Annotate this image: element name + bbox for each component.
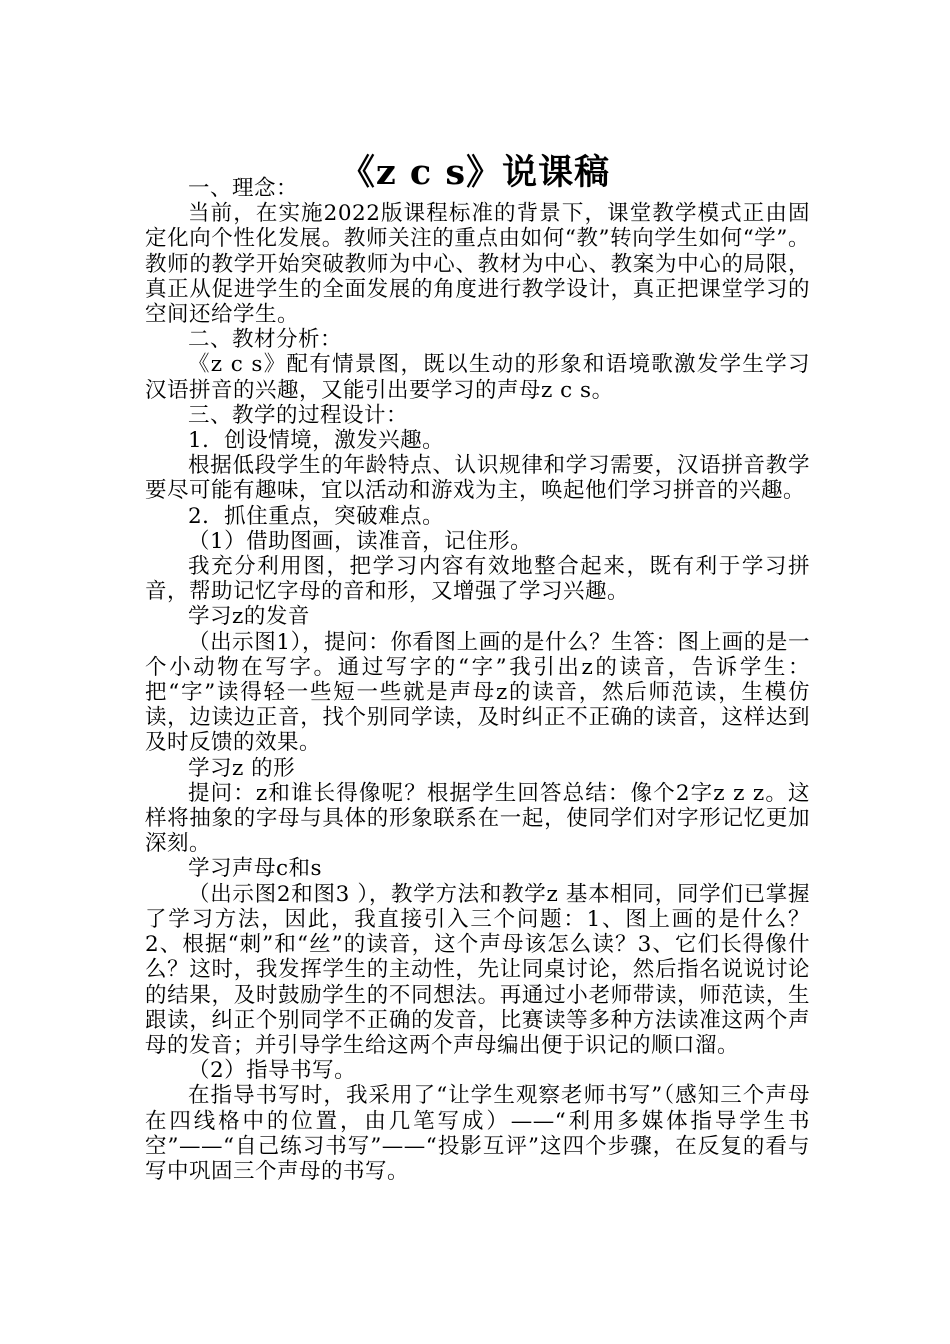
section-heading-textbook-analysis: 二、教材分析： (188, 327, 343, 353)
subheading-c-and-s: 学习声母c和s (188, 856, 323, 882)
subheading-z-shape: 学习z 的形 (188, 755, 296, 781)
document-title: 《z c s》说课稿 (339, 152, 611, 194)
section-heading-teaching-process: 三、教学的过程设计： (188, 402, 409, 428)
paragraph-philosophy: 当前，在实施2022版课程标准的背景下，课堂教学模式正由固定化向个性化发展。教师关注的重点由如何“教”转向学生如何“学”。教师的教学开始突破教师为中心、教材为中心、教案为中心的局限，真正从促进学生的全面发展的角度进行教学设计，真正把课堂学习的空间还给学生。 (145, 201, 810, 328)
subheading-key-points: 2．抓住重点，突破难点。 (188, 503, 445, 529)
section-heading-philosophy: 一、理念： (188, 176, 299, 201)
paragraph-c-and-s: （出示图2和图3 ），教学方法和教学z 基本相同，同学们已掌握了学习方法，因此，我直接引入三个问题：1、图上画的是什么？2、根据“刺”和“丝”的读音，这个声母该怎么读？3、它们长得像什么？这时，我发挥学生的主动性，先让同桌讨论，然后指名说说讨论的结果，及时鼓励学生的不同想法。再通过小老师带读，师范读，生跟读，纠正个别同学不正确的发音，比赛读等多种方法读准这两个声母的发音；并引导学生给这两个声母编出便于识记的顺口溜。 (145, 881, 810, 1058)
paragraph-z-pronunciation: （出示图1），提问：你看图上画的是什么？生答：图上画的是一个小动物在写字。通过写字的“字”我引出z的读音，告诉学生：把“字”读得轻一些短一些就是声母z的读音，然后师范读，生模仿读，边读边正音，找个别同学读，及时纠正不正确的读音，这样达到及时反馈的效果。 (145, 629, 810, 756)
subheading-create-situation: 1．创设情境，激发兴趣。 (188, 428, 445, 454)
subheading-z-pronunciation: 学习z的发音 (188, 604, 310, 630)
paragraph-writing-guidance: 在指导书写时，我采用了“让学生观察老师书写”（感知三个声母在四线格中的位置，由几笔写成）——“利用多媒体指导学生书空”——“自己练习书写”——“投影互评”这四个步骤，在反复的看与写中巩固三个声母的书写。 (145, 1083, 810, 1184)
paragraph-textbook-analysis: 《z c s》配有情景图，既以生动的形象和语境歌激发学生学习汉语拼音的兴趣，又能引出要学习的声母z c s。 (145, 352, 810, 403)
subheading-writing-guidance: （2）指导书写。 (188, 1058, 357, 1084)
paragraph-z-shape: 提问：z和谁长得像呢？根据学生回答总结：像个2字z z z。这样将抽象的字母与具体的形象联系在一起，使同学们对字形记忆更加深刻。 (145, 780, 810, 857)
paragraph-use-pictures: 我充分利用图，把学习内容有效地整合起来，既有利于学习拼音，帮助记忆字母的音和形，又增强了学习兴趣。 (145, 554, 810, 605)
subheading-use-pictures: （1）借助图画，读准音，记住形。 (188, 528, 533, 554)
document-body (145, 176, 810, 1184)
paragraph-create-situation: 根据低段学生的年龄特点、认识规律和学习需要，汉语拼音教学要尽可能有趣味，宜以活动和游戏为主，唤起他们学习拼音的兴趣。 (145, 453, 810, 504)
